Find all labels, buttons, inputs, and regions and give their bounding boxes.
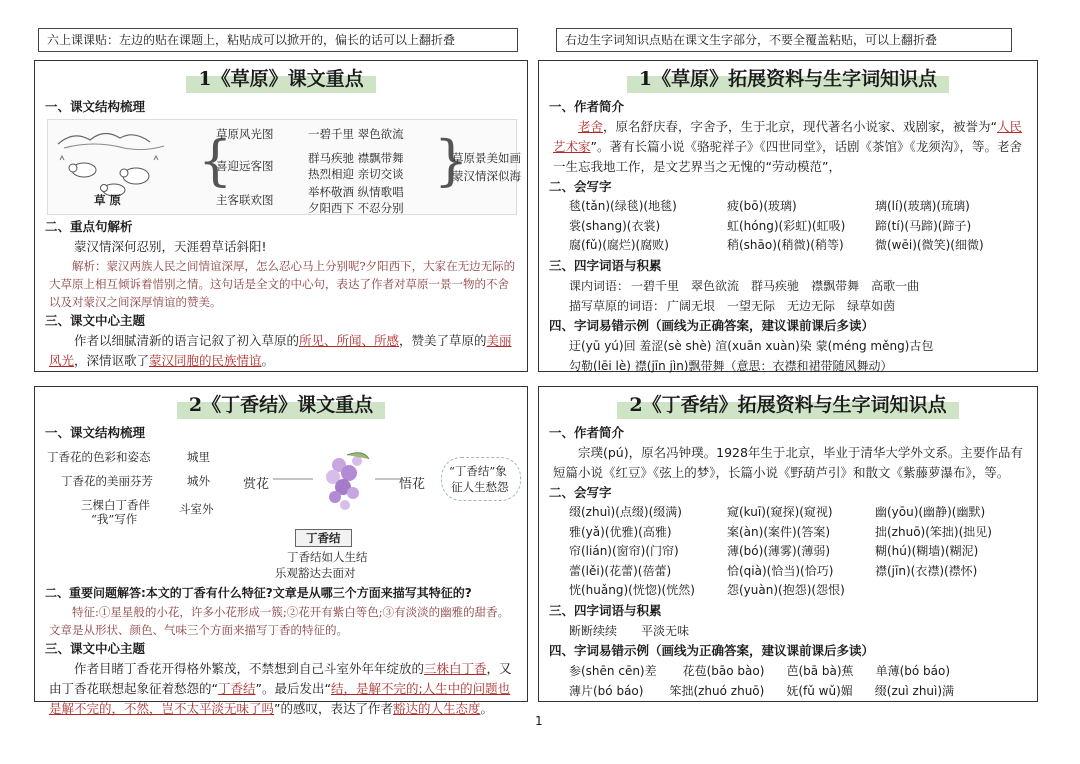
- char-item: 帘(lián)(窗帘)(门帘): [569, 544, 679, 558]
- char-item: 稍(shāo)(稍微)(稍等): [727, 238, 844, 252]
- char-item: 案(àn)(案件)(答案): [727, 524, 831, 539]
- section-heading: 三、四字词语与积累: [549, 257, 662, 273]
- diagram-right-a: “丁香结”象: [449, 464, 507, 478]
- card-dingxiangjie-extension: [538, 386, 1038, 702]
- char-item: 恍(huǎng)(恍惚)(恍然): [569, 583, 695, 597]
- diagram-left-3b: “我”写作: [91, 512, 138, 526]
- char-grid: [539, 503, 1037, 601]
- word-row: 断断续续 平淡无味: [569, 623, 690, 638]
- char-item: 腐(fǔ)(腐烂)(腐败): [569, 238, 669, 252]
- section-heading: 三、课文中心主题: [45, 641, 146, 656]
- diagram-center-box: 丁香结: [295, 529, 352, 547]
- structure-diagram: [47, 445, 517, 565]
- char-item: 薄(bó)(薄雾)(薄弱): [727, 544, 831, 558]
- char-item: 幽(yōu)(幽静)(幽默): [875, 505, 986, 519]
- word-row: 课内词语： 一碧千里 翠色欲流 群马疾驰 襟飘带舞 高歌一曲: [569, 278, 920, 293]
- char-item: 疲(bō)(玻璃): [727, 199, 797, 213]
- section-heading: 二、会写字: [549, 179, 612, 194]
- diagram-left-3a: 三棵白丁香伴: [81, 498, 150, 512]
- card-title: 2《丁香结》课文重点: [35, 391, 527, 419]
- section-heading: 二、重要问题解答:本文的丁香有什么特征?文章是从哪三个方面来描写其特征的?: [45, 586, 472, 600]
- section-heading: 三、课文中心主题: [45, 313, 146, 328]
- card-caoyuan-extension: [538, 60, 1038, 372]
- diagram-place-2: 城外: [187, 474, 210, 488]
- diagram-place-3: 斗室外: [179, 502, 214, 516]
- char-item: 襟(jīn)(衣襟)(襟怀): [875, 563, 978, 578]
- char-item: 蹄(tí)(马蹄)(蹄子): [875, 218, 972, 233]
- card-dingxiangjie-key-points: [34, 386, 528, 716]
- error-row: 勾勒(lēi lè) 襟(jīn jìn)飘带舞（意思：衣襟和裙带随风舞动）: [569, 358, 893, 373]
- phrase-3a: 举杯敬酒 纵情歌唱: [308, 185, 404, 199]
- char-item: [875, 581, 1025, 601]
- summary-a: 草原景美如画: [452, 151, 521, 165]
- diagram-enjoy: 赏花: [243, 477, 270, 492]
- section-heading: 二、会写字: [549, 485, 612, 500]
- scene-1: 草原风光图: [216, 127, 274, 141]
- diagram-bottom-a: 丁香结如人生结: [287, 550, 368, 564]
- page-number: 1: [535, 714, 543, 728]
- sentence-analysis: 解析：蒙汉两族人民之间情谊深厚，怎么忍心马上分别呢?夕阳西下，大家在无边无际的大草原上相互倾诉着惜别之情。这句话是全文的中心句，表达了作者对草原一景一物的不舍以及对蒙汉之间深厚情谊的赞美。: [49, 259, 516, 309]
- question-answer: 特征:①星星般的小花，许多小花形成一簇;②花开有紫白等色;③有淡淡的幽雅的甜香。文章是从形状、颜色、气味三个方面来描写丁香的特征的。: [49, 605, 510, 637]
- section-heading: 四、字词易错示例（画线为正确答案，建议课前课后多读）: [549, 317, 875, 333]
- section-heading: 二、重点句解析: [45, 219, 133, 234]
- phrase-3b: 夕阳西下 不忍分别: [308, 201, 404, 215]
- card-caoyuan-key-points: [34, 60, 528, 372]
- scene-2: 喜迎远客图: [216, 159, 274, 173]
- char-item: 恰(qià)(恰当)(恰巧): [727, 563, 834, 578]
- char-item: 裳(shang)(衣裳): [569, 218, 661, 233]
- char-item: 缀(zhuì)(点缀)(缀满): [569, 505, 682, 519]
- scene-3: 主客联欢图: [216, 193, 274, 207]
- central-theme: 作者目睹丁香花开得格外繁茂，不禁想到自己斗室外年年绽放的三株白丁香，又由丁香花联想起象征着愁怨的“丁香结”。最后发出“结，是解不完的;人生中的问题也是解不完的，不然，岂不太平淡无味了吗”的感叹，表达了作者豁达的人生态度。: [49, 661, 512, 716]
- diagram-place-1: 城里: [187, 450, 210, 464]
- central-theme: 作者以细腻清新的语言记叙了初入草原的所见、所闻、所感，赞美了草原的美丽风光，深情讴歌了蒙汉同胞的民族情谊。: [49, 333, 512, 368]
- error-row: 迂(yū yú)回 羞涩(sè shè) 渲(xuān xuàn)染 蒙(méng měng)古包: [569, 338, 934, 353]
- diagram-left-2: 丁香花的美丽芬芳: [61, 474, 153, 488]
- section-heading: 一、作者简介: [549, 99, 625, 114]
- char-item: 虹(hóng)(彩虹)(虹吸): [727, 218, 846, 233]
- char-item: 雅(yǎ)(优雅)(高雅): [569, 524, 672, 539]
- tip-left: 六上课课贴：左边的贴在课题上，粘贴成可以掀开的，偏长的话可以上翻折叠: [38, 28, 518, 52]
- char-item: 糊(hú)(糊墙)(糊泥): [875, 544, 979, 558]
- right-brace-icon: }: [434, 129, 469, 192]
- diagram-right-b: 征人生愁怨: [451, 480, 509, 494]
- char-item: 微(wēi)(微笑)(细微): [875, 238, 984, 252]
- section-heading: 四、字词易错示例（画线为正确答案，建议课前课后多读）: [549, 642, 875, 658]
- char-item: 璃(lí)(玻璃)(琉璃): [875, 199, 970, 213]
- author-intro: 老舍，原名舒庆春，字舍予，生于北京，现代著名小说家、戏剧家，被誉为“人民艺术家”。著有长篇小说《骆驼祥子》《四世同堂》，话剧《茶馆》《龙须沟》，等。老舍一生忘我地工作，是文艺界当之无愧的“劳动模范”，: [553, 119, 1023, 174]
- section-heading: 一、课文结构梳理: [45, 99, 146, 114]
- art-label: 草 原: [94, 193, 122, 207]
- section-heading: 一、作者简介: [549, 425, 625, 440]
- structure-diagram: [47, 119, 521, 215]
- diagram-left-1: 丁香花的色彩和姿态: [47, 450, 151, 464]
- key-sentence: 蒙汉情深何忍别，天涯碧草话斜阳!: [74, 239, 267, 254]
- phrase-2b: 热烈相迎 亲切交谈: [308, 167, 404, 181]
- card-title: 2《丁香结》拓展资料与生字词知识点: [539, 391, 1037, 419]
- char-item: 怨(yuàn)(抱怨)(怨恨): [727, 583, 845, 597]
- left-brace-icon: {: [198, 129, 233, 192]
- card-title: 1《草原》拓展资料与生字词知识点: [539, 65, 1037, 93]
- error-row: 薄片(bó báo) 笨拙(zhuó zhuō) 妩(fǔ wǔ)媚 缀(zuì zhuì)满: [569, 683, 955, 698]
- lilac-flower-illustration: [273, 445, 403, 525]
- char-item: 窥(kuī)(窥探)(窥视): [727, 505, 833, 519]
- diagram-think: 悟花: [399, 477, 426, 492]
- error-row: 参(shēn cēn)差 花苞(bāo bào) 芭(bā bà)蕉 单薄(bó báo): [569, 663, 951, 678]
- phrase-2a: 群马疾驰 襟飘带舞: [308, 151, 404, 165]
- section-heading: 三、四字词语与积累: [549, 602, 662, 618]
- char-item: 蕾(lěi)(花蕾)(蓓蕾): [569, 563, 672, 578]
- char-item: 拙(zhuō)(笨拙)(拙见): [875, 524, 992, 539]
- tip-right: 右边生字词知识点贴在课文生字部分，不要全覆盖粘贴，可以上翻折叠: [556, 28, 1012, 52]
- char-grid: [539, 197, 1037, 256]
- char-item: 毯(tǎn)(绿毯)(地毯): [569, 199, 677, 213]
- card-title: 1《草原》课文重点: [35, 65, 527, 93]
- bottom-line-b: 乐观豁达去面对: [275, 566, 356, 580]
- author-intro: 宗璞(pú)，原名冯钟璞。1928年生于北京，毕业于清华大学外文系。主要作品有短篇小说《红豆》《弦上的梦》，长篇小说《野葫芦引》和散文《紫藤萝瀑布》，等。: [553, 445, 1023, 480]
- phrase-1: 一碧千里 翠色欲流: [308, 127, 404, 141]
- word-row: 描写草原的词语： 广阔无垠 一望无际 无边无际 绿草如茵: [569, 298, 896, 313]
- section-heading: 一、课文结构梳理: [45, 425, 146, 440]
- summary-b: 蒙汉情深似海: [452, 169, 521, 183]
